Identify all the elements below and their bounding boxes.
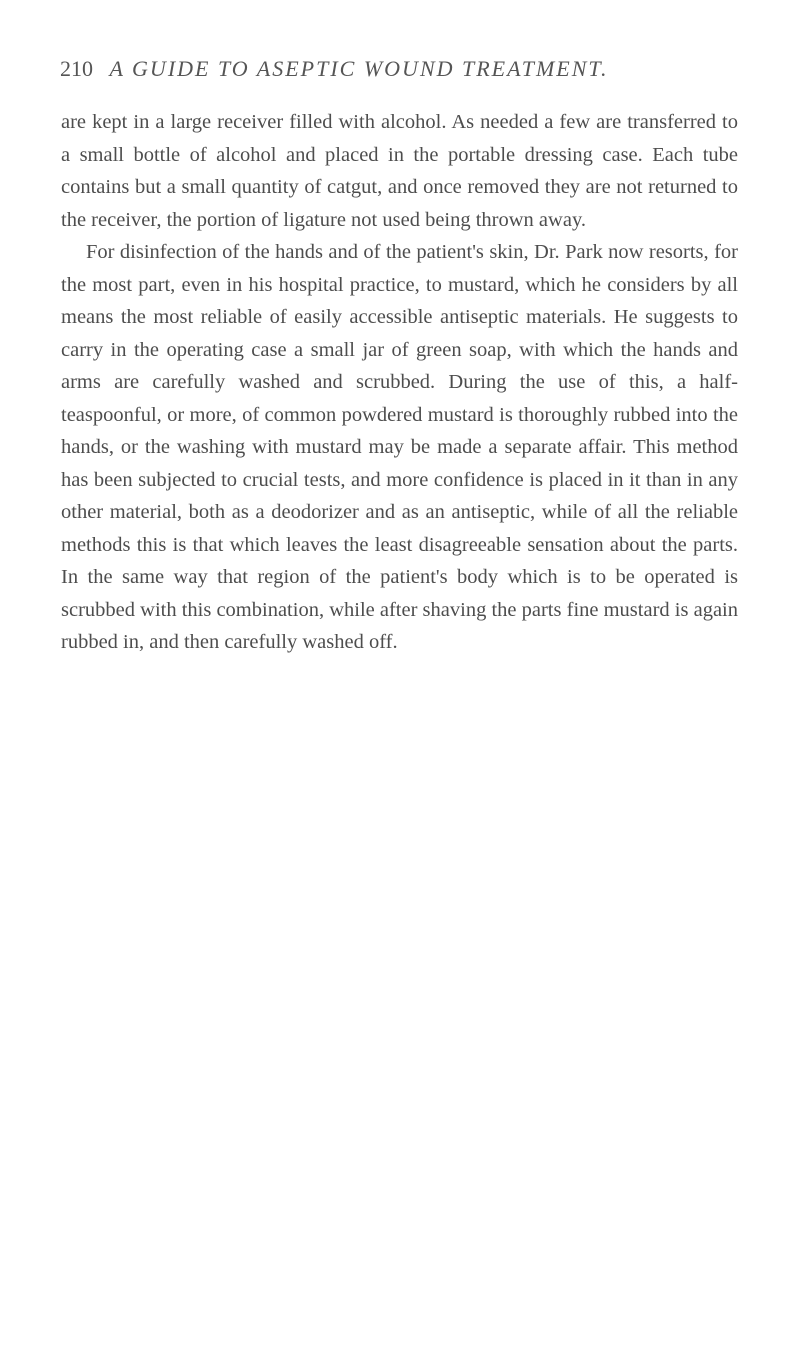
body-text: [61, 106, 738, 659]
running-header: [60, 56, 760, 82]
paragraph-disinfection: For disinfection of the hands and of the patient's skin, Dr. Park now resorts, for the most part, even in his hospital practice, to mustard, which he considers by all means the most reliable of easily accessible antiseptic materials. He suggests to carry in the operating case a small jar of green soap, with which the hands and arms are carefully washed and scrubbed. During the use of this, a half-teaspoonful, or more, of common powdered mustard is thoroughly rubbed into the hands, or the washing with mustard may be made a separate affair. This method has been subjected to crucial tests, and more confidence is placed in it than in any other material, both as a deodorizer and as an antiseptic, while of all the reliable methods this is that which leaves the least disagreeable sensation about the parts. In the same way that region of the patient's body which is to be operated is scrubbed with this combination, while after shaving the parts fine mustard is again rubbed in, and then carefully washed off.: [61, 241, 738, 653]
paragraph-continued: are kept in a large receiver filled with alcohol. As needed a few are transferred to a small bottle of alcohol and placed in the portable dressing case. Each tube contains but a small quantity of catgut, and once removed they are not returned to the receiver, the portion of ligature not used being thrown away.: [61, 111, 738, 231]
running-title: A GUIDE TO ASEPTIC WOUND TREATMENT.: [109, 56, 609, 81]
page-number: 210: [60, 56, 93, 81]
